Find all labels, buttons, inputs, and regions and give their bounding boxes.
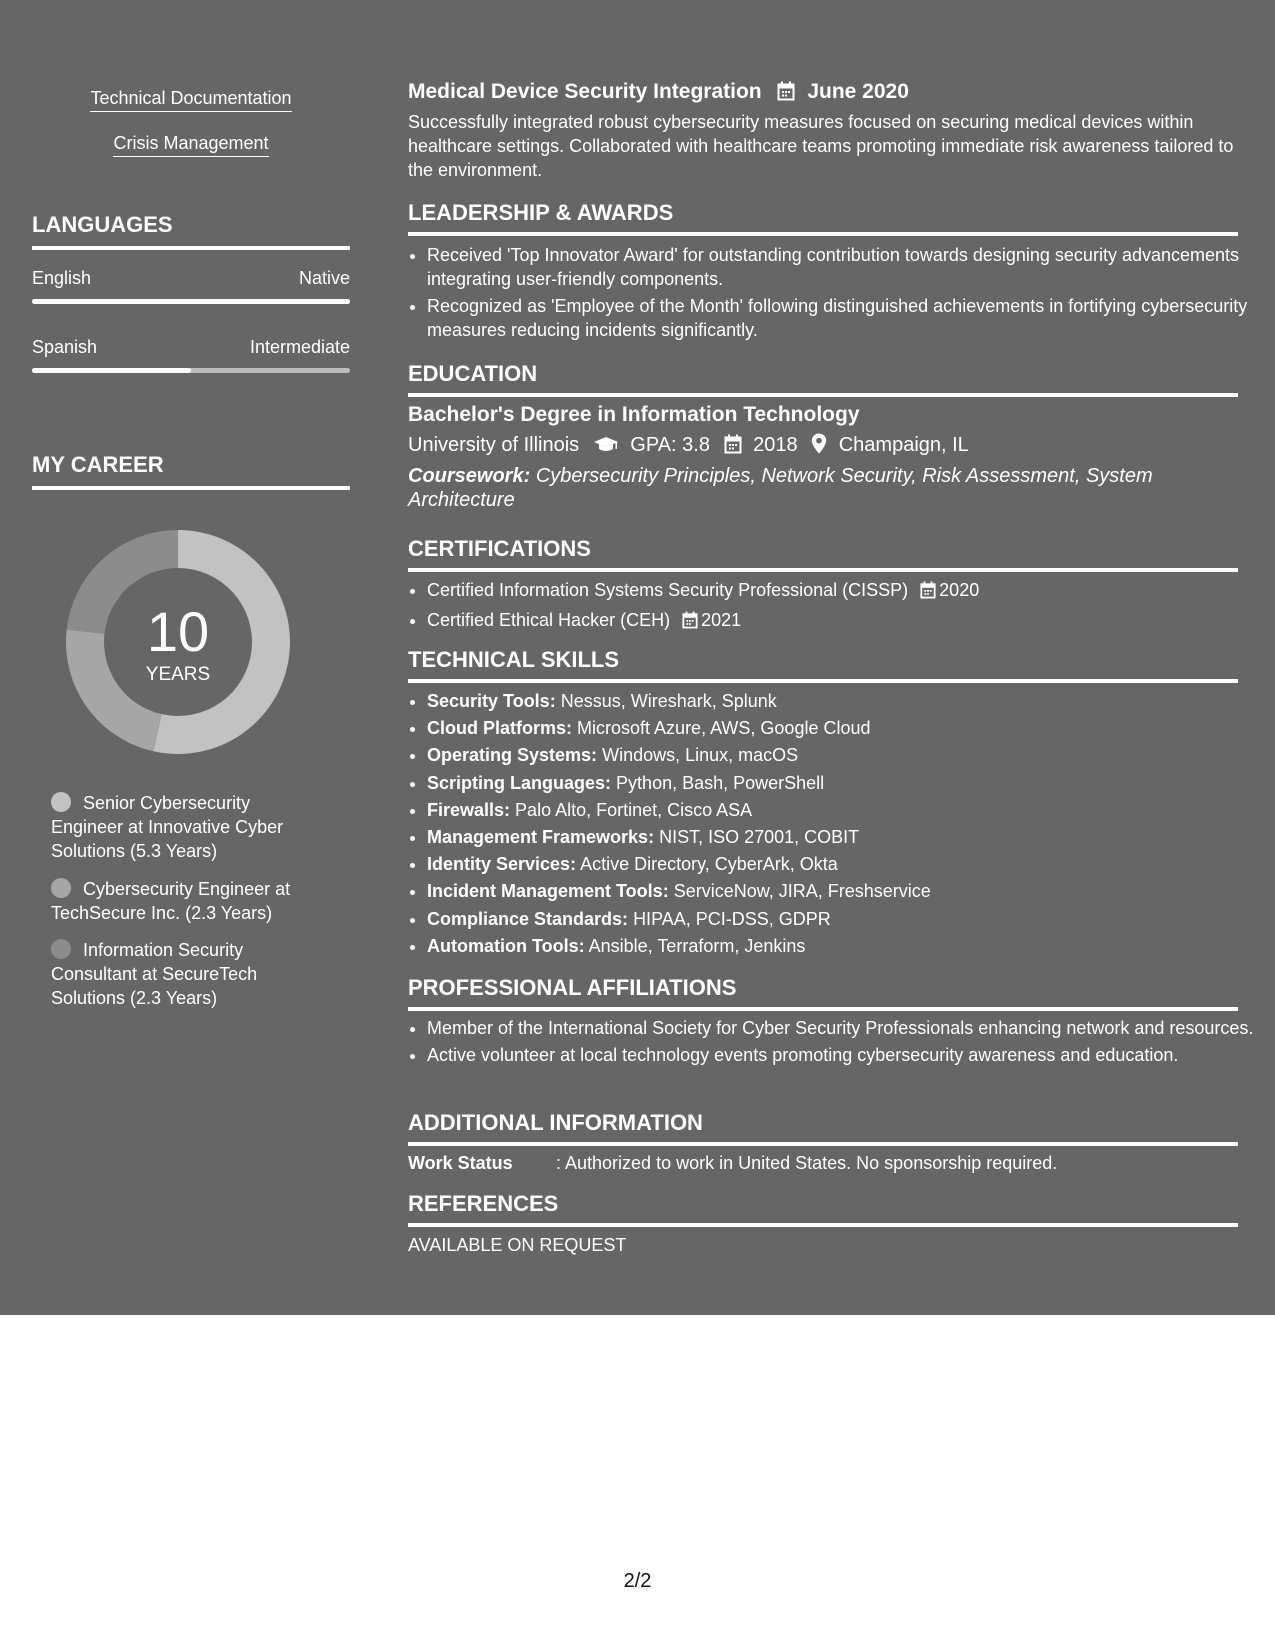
list-item [427, 851, 1259, 878]
career-legend-dot [51, 939, 71, 959]
skill-category-value: Ansible, Terraform, Jenkins [588, 935, 806, 956]
language-name: English [32, 268, 92, 288]
list-item [427, 797, 1259, 824]
language-proficiency-fill [32, 368, 191, 373]
calendar-icon [724, 434, 742, 460]
technical-skills-list [408, 688, 1259, 960]
certifications-list [408, 577, 1259, 637]
skill-tag [32, 133, 350, 154]
skill-tag-label: Crisis Management [113, 133, 268, 157]
language-proficiency-bar [32, 368, 350, 373]
work-status-label: Work Status [408, 1153, 513, 1173]
career-legend-text: Senior Cybersecurity Engineer at Innovative Cyber Solutions (5.3 Years) [51, 793, 284, 861]
education-year: 2018 [753, 434, 798, 456]
project-title-row [408, 80, 909, 107]
language-level: Intermediate [249, 337, 350, 357]
list-item: • Member of the International Society for Cyber Security Professionals enhancing network and resources. [427, 1016, 1259, 1040]
skill-category-value: NIST, ISO 27001, COBIT [659, 827, 860, 848]
certifications-heading: CERTIFICATIONS [408, 536, 1238, 572]
education-coursework [408, 464, 1240, 512]
skill-category-value: Microsoft Azure, AWS, Google Cloud [577, 718, 871, 739]
graduation-cap-icon [593, 436, 619, 460]
coursework-label: Coursework: [408, 465, 531, 487]
language-proficiency-fill [32, 299, 350, 304]
language-name: Spanish [32, 337, 98, 357]
skill-category-label: Automation Tools: [427, 935, 585, 956]
skill-category-label: Management Frameworks: [427, 827, 655, 848]
career-donut-chart [66, 530, 290, 754]
calendar-icon [920, 580, 936, 607]
education-heading: EDUCATION [408, 361, 1238, 397]
education-location: Champaign, IL [838, 434, 969, 456]
list-item [427, 742, 1259, 769]
language-level: Native [298, 268, 350, 288]
skill-category-label: Compliance Standards: [427, 908, 629, 929]
list-item [427, 770, 1259, 797]
list-item: • Recognized as 'Employee of the Month' following distinguished achievements in fortifying cybersecurity measures reducing incidents significantly. [427, 294, 1259, 342]
career-legend-item [51, 938, 321, 1010]
list-item: • Received 'Top Innovator Award' for outstanding contribution towards designing security advancements integrating user-friendly components. [427, 243, 1259, 291]
education-degree: Bachelor's Degree in Information Technology [408, 403, 860, 426]
affiliations-heading: PROFESSIONAL AFFILIATIONS [408, 975, 1238, 1011]
education-details [408, 433, 1240, 460]
certification-name: Certified Information Systems Security Professional (CISSP) [427, 580, 909, 600]
skill-tag-label: Technical Documentation [90, 88, 291, 112]
skill-category-label: Firewalls: [427, 799, 511, 820]
career-legend-item [51, 791, 321, 863]
list-item [427, 688, 1259, 715]
project-title: Medical Device Security Integration [408, 80, 762, 103]
page-number: 2/2 [623, 1570, 652, 1592]
calendar-icon [682, 610, 698, 637]
skill-category-value: HIPAA, PCI-DSS, GDPR [633, 908, 831, 929]
skill-category-value: Nessus, Wireshark, Splunk [560, 691, 777, 711]
list-item [427, 607, 1259, 637]
project-description: Successfully integrated robust cybersecurity measures focused on securing medical devices within healthcare settings. Collaborated with healthcare teams promoting immediate risk awareness tailored to the environment. [408, 112, 1234, 180]
list-item [427, 824, 1259, 851]
skill-category-label: Scripting Languages: [427, 772, 612, 793]
work-status-row [408, 1151, 1240, 1175]
skill-category-label: Identity Services: [427, 854, 577, 875]
references-text: AVAILABLE ON REQUEST [408, 1235, 627, 1255]
skill-category-value: Active Directory, CyberArk, Okta [580, 854, 838, 875]
work-status-value: : Authorized to work in United States. No sponsorship required. [556, 1153, 1058, 1173]
references-heading: REFERENCES [408, 1191, 1238, 1227]
skill-category-value: Windows, Linux, macOS [602, 745, 799, 766]
career-heading: MY CAREER [32, 452, 350, 490]
career-legend-text: Cybersecurity Engineer at TechSecure Inc. (2.3 Years) [51, 879, 291, 923]
career-years-number: 10 [146, 600, 210, 663]
skill-category-value: ServiceNow, JIRA, Freshservice [673, 881, 931, 902]
list-item [427, 878, 1259, 905]
skill-category-label: Cloud Platforms: [427, 718, 573, 739]
list-item: • Active volunteer at local technology events promoting cybersecurity awareness and education. [427, 1043, 1259, 1067]
certification-year: 2021 [701, 610, 742, 630]
education-school: University of Illinois [408, 434, 580, 456]
list-item [427, 715, 1259, 742]
languages-heading: LANGUAGES [32, 212, 350, 250]
skill-category-value: Python, Bash, PowerShell [616, 772, 825, 793]
career-legend-dot [51, 792, 71, 812]
location-pin-icon [811, 433, 827, 460]
list-item [427, 906, 1259, 933]
skill-category-label: Incident Management Tools: [427, 881, 669, 902]
career-legend-text: Information Security Consultant at SecureTech Solutions (2.3 Years) [51, 940, 258, 1008]
leadership-list [408, 243, 1259, 342]
education-gpa: GPA: 3.8 [630, 434, 710, 456]
additional-info-heading: ADDITIONAL INFORMATION [408, 1110, 1238, 1146]
project-date: June 2020 [807, 80, 909, 103]
technical-skills-heading: TECHNICAL SKILLS [408, 647, 1238, 683]
calendar-icon [777, 81, 795, 107]
career-legend-item [51, 877, 321, 925]
certification-year: 2020 [939, 580, 980, 600]
affiliations-list [408, 1016, 1259, 1067]
skill-category-value: Palo Alto, Fortinet, Cisco ASA [515, 799, 753, 820]
skill-category-label: Operating Systems: [427, 745, 598, 766]
career-years-label: YEARS [145, 664, 211, 685]
skill-category-label: Security Tools: [427, 691, 556, 711]
coursework-value: Cybersecurity Principles, Network Security, Risk Assessment, System Architecture [408, 465, 1153, 511]
career-legend-dot [51, 878, 71, 898]
language-proficiency-bar [32, 299, 350, 304]
list-item [427, 577, 1259, 607]
certification-name: Certified Ethical Hacker (CEH) [427, 610, 671, 630]
leadership-heading: LEADERSHIP & AWARDS [408, 200, 1238, 236]
skill-tag [32, 88, 350, 109]
list-item [427, 933, 1259, 960]
